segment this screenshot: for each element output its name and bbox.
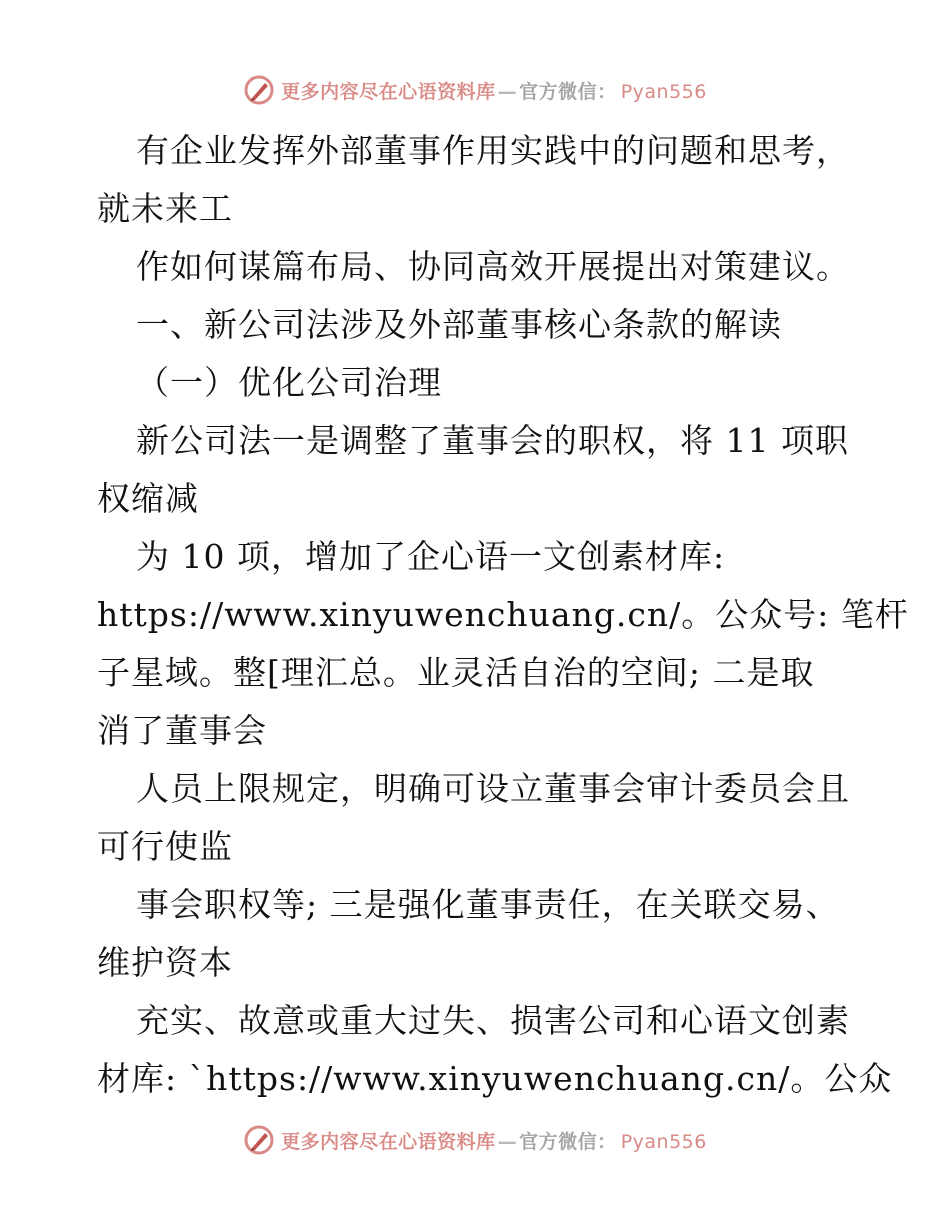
- watermark-separator: —: [497, 80, 518, 103]
- watermark-id: Pyan556: [620, 1130, 707, 1153]
- pen-logo-icon: [243, 1124, 275, 1156]
- watermark-text: [281, 1127, 707, 1154]
- text-line: 维护资本: [97, 943, 233, 982]
- pen-logo-icon: [243, 74, 275, 106]
- document-body: [97, 122, 909, 1108]
- text-line: 新公司法一是调整了董事会的职权，将 11 项职: [136, 421, 849, 460]
- text-line: 子星域。整[理汇总。业灵活自治的空间; 二是取: [97, 653, 815, 692]
- text-line: 权缩减: [97, 479, 199, 518]
- footer-watermark: [0, 1120, 950, 1160]
- text-line: https://www.xinyuwenchuang.cn/。公众号: 笔杆: [97, 595, 909, 634]
- text-line: 为 10 项，增加了企心语一文创素材库:: [136, 537, 726, 576]
- text-line: 消了董事会: [97, 711, 267, 750]
- watermark-text: [281, 77, 707, 104]
- text-line: 充实、故意或重大过失、损害公司和心语文创素: [136, 1001, 850, 1040]
- text-line: 事会职权等; 三是强化董事责任，在关联交易、: [136, 885, 840, 924]
- header-watermark: [0, 70, 950, 110]
- section-heading: 一、新公司法涉及外部董事核心条款的解读: [136, 305, 782, 344]
- watermark-brand: 更多内容尽在心语资料库: [281, 80, 496, 103]
- watermark-id: Pyan556: [620, 80, 707, 103]
- text-line: 就未来工: [97, 189, 233, 228]
- text-line: 作如何谋篇布局、协同高效开展提出对策建议。: [136, 247, 850, 286]
- watermark-label: 官方微信：: [519, 1130, 617, 1153]
- watermark-separator: —: [497, 1130, 518, 1153]
- text-line: 人员上限规定，明确可设立董事会审计委员会且: [136, 769, 850, 808]
- text-line: 有企业发挥外部董事作用实践中的问题和思考，: [136, 131, 850, 170]
- watermark-brand: 更多内容尽在心语资料库: [281, 1130, 496, 1153]
- text-line: 材库: `https://www.xinyuwenchuang.cn/。公众: [97, 1059, 893, 1098]
- watermark-label: 官方微信：: [519, 80, 617, 103]
- text-line: 可行使监: [97, 827, 233, 866]
- subsection-heading: （一）优化公司治理: [136, 363, 442, 402]
